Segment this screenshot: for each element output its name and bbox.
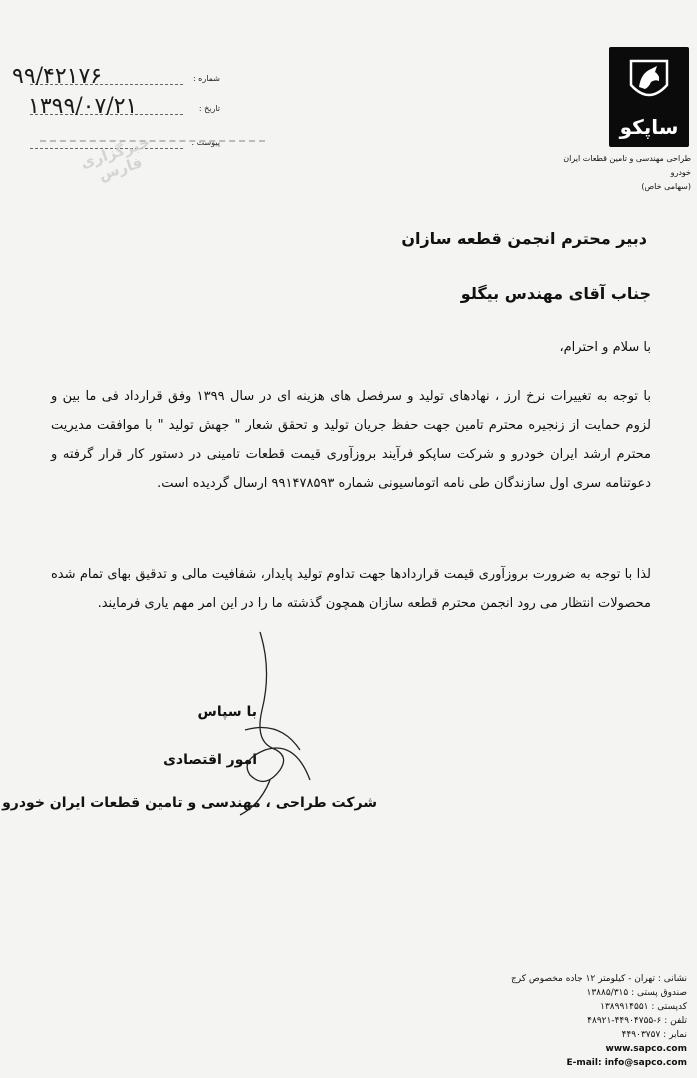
company-type-text: (سهامی خاص): [641, 182, 691, 191]
registration-block: [8, 64, 228, 185]
handwritten-signature: [210, 630, 330, 820]
number-label: شماره :: [192, 74, 220, 83]
date-label: تاریخ :: [198, 104, 220, 113]
footer-website[interactable]: www.sapco.com: [605, 1044, 687, 1054]
footer-phone: تلفن : ۶-۴۴۹۰۴۷۵۵-۴۸۹۲۱: [587, 1016, 687, 1026]
separator-dashes: [40, 140, 265, 142]
handwritten-number: ۹۹/۴۲۱۷۶: [12, 64, 103, 89]
news-agency-watermark: خبرگزاری فارس: [78, 132, 153, 185]
footer-po-box: صندوق پستی : ۱۳۸۸۵/۳۱۵: [586, 988, 687, 998]
footer-fax: نمابر : ۴۴۹۰۳۷۵۷: [621, 1030, 687, 1040]
signing-company: شرکت طراحی ، مهندسی و تامین قطعات ایران خودرو: [2, 795, 377, 811]
body-paragraph-1: با توجه به تغییرات نرخ ارز ، نهادهای تولید و سرفصل های هزینه ای در سال ۱۳۹۹ وفق قرارداد فی ما بین و لزوم حمایت از زنجیره محترم تامین جهت حفظ جریان تولید و تحقق شعار " جهش تولید " با موافقت مدیریت محترم ارشد ایران خودرو و شرکت ساپکو فرآیند بروزآوری قیمت قطعات تامینی در دستور کار قرار گرفته و دعوتنامه سری اول سازندگان طی نامه اتوماسیونی شماره ۹۹۱۴۷۸۵۹۳ ارسال گردیده است.: [51, 389, 651, 491]
recipient-title: دبیر محترم انجمن قطعه سازان: [401, 229, 647, 248]
handwritten-date: ۱۳۹۹/۰۷/۲۱: [28, 94, 138, 119]
logo-wordmark: ساپکو: [619, 115, 679, 139]
recipient-name: جناب آقای مهندس بیگلو: [460, 284, 651, 303]
department-name: امور اقتصادی: [163, 752, 257, 768]
closing-text: با سپاس: [197, 704, 257, 720]
sapco-logo: [609, 47, 689, 147]
greeting: با سلام و احترام،: [559, 340, 651, 355]
letter-footer: [487, 972, 687, 1070]
body-paragraph-2: لذا با توجه به ضرورت بروزآوری قیمت قراردادها جهت تداوم تولید پایدار، شفافیت مالی و تدقیق بهای تمام شده محصولات انتظار می رود انجمن محترم قطعه سازان همچون گذشته ما را در این امر مهم یاری فرمایند.: [51, 567, 651, 611]
company-header: [541, 152, 691, 194]
footer-email[interactable]: E-mail: info@sapco.com: [566, 1058, 687, 1068]
company-name-text: طراحی مهندسی و تامین قطعات ایران خودرو: [563, 154, 691, 177]
footer-address: نشانی : تهران - کیلومتر ۱۲ جاده مخصوص کرج: [510, 974, 687, 984]
footer-postal-code: کدپستی : ۱۳۸۹۹۱۴۵۵۱: [600, 1002, 687, 1012]
attachment-line: [30, 148, 183, 149]
attachment-label: پیوست :: [191, 138, 220, 147]
horse-emblem-icon: [627, 55, 671, 105]
